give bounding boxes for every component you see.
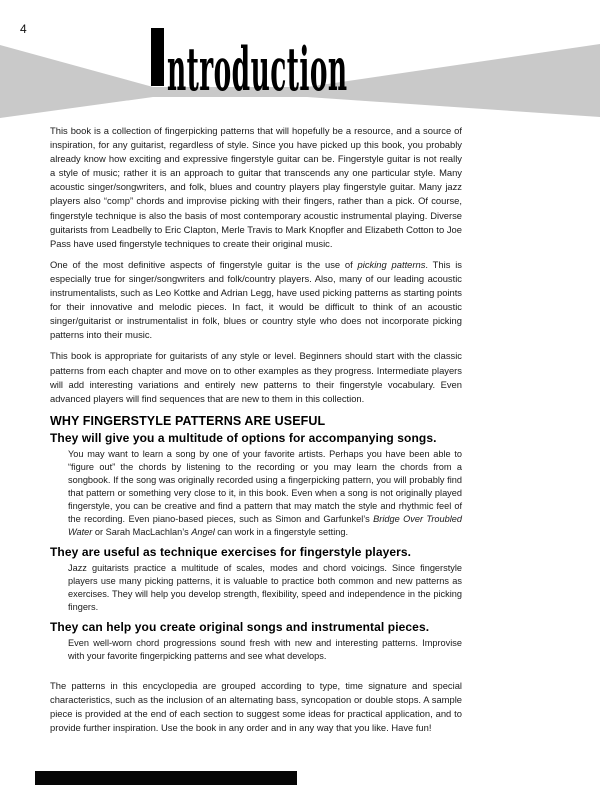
benefit-subheading-3: They can help you create original songs and instrumental pieces.: [50, 619, 430, 634]
benefit-body-3: Even well-worn chord progressions sound fresh with new and interesting patterns. Improvise with your favorite fingerpicking patterns and see what develops.: [68, 637, 462, 661]
intro-paragraph-3: This book is appropriate for guitarists of any style or level. Beginners should start with the classic patterns from each chapter and move on to other examples as they progress. Intermediate players will add interesting variations and entirely new patterns to their fingerstyle vocabulary. Even advanced players will find sequences that are new to them in this collection.: [50, 350, 462, 404]
benefit-body-2: Jazz guitarists practice a multitude of scales, modes and chord voicings. Since fingerstyle players use many picking patterns, it is valuable to practice both common and new patterns as exercises. They will help you develop strength, flexibility, speed and independence in the picking fingers.: [68, 562, 462, 612]
chapter-title: [151, 28, 577, 105]
section-heading: WHY FINGERSTYLE PATTERNS ARE USEFUL: [50, 413, 326, 428]
benefit-body-1: You may want to learn a song by one of your favorite artists. Perhaps you have been able to “figure out” the chords by listening to the recording or you may learn the chords from a songbook. If the song was originally recorded using a fingerpicking pattern, you will probably find that pattern or something very close to it, in this book. Even when a song is not originally played fingerstyle, you can be creative and find a pattern that may match the style and rhythmic feel of the recording. Even piano-based pieces, such as Simon and Garfunkel’s Bridge Over Troubled Water or Sarah MacLachlan’s Angel can work in a fingerstyle setting.: [68, 448, 462, 537]
closing-paragraph: The patterns in this encyclopedia are grouped according to type, time signature and special characteristics, such as the inclusion of an alternating bass, syncopation or double stops. A sample piece is provided at the end of each section to suggest some ideas for practical application, and to provide further inspiration. Use the book in any order and in any way that you like. Have fun!: [50, 679, 462, 734]
intro-paragraph-1: This book is a collection of fingerpicking patterns that will hopefully be a resource, and a source of inspiration, for any guitarist, regardless of style. Since you have picked up this book, you probably already know how exciting and expressive fingerstyle guitar can be. Fingerstyle guitar is not really a style of music; rather it is an approach to guitar that transcends any one particular style. Many acoustic singer/songwriters, and folk, blues and country players play fingerstyle guitar. Many jazz players also “comp” chords and improvise picking with their fingers, rather than a pick. Of course, fingerstyle technique is also the basis of most contemporary acoustic instrumental playing. Diverse guitarists from Leadbelly to Eric Clapton, Merle Travis to Mark Knopfler and Elizabeth Cotton to Joe Pass have used fingerstyle techniques to create their original music.: [50, 125, 462, 249]
intro-paragraph-2: One of the most definitive aspects of fingerstyle guitar is the use of picking patterns. This is especially true for singer/songwriters and folk/country players. Also, many of our leading acoustic instrumentalists, such as Leo Kottke and Adrian Legg, have used picking patterns as starting points for their innovative and melodic pieces. In fact, it would be difficult to think of an acoustic singer/guitarist or instrumentalist in folk, blues or country style who does not incorporate picking patterns into their music.: [50, 258, 462, 341]
page-content: [50, 124, 462, 742]
title-initial-cap: [151, 28, 164, 86]
benefit-subheading-2: They are useful as technique exercises for fingerstyle players.: [50, 544, 412, 559]
benefit-subheading-1: They will give you a multitude of options for accompanying songs.: [50, 430, 437, 445]
page-number: 4: [20, 22, 27, 36]
scan-artifact-bar: [35, 771, 297, 785]
title-text: ntroduction: [167, 35, 348, 105]
